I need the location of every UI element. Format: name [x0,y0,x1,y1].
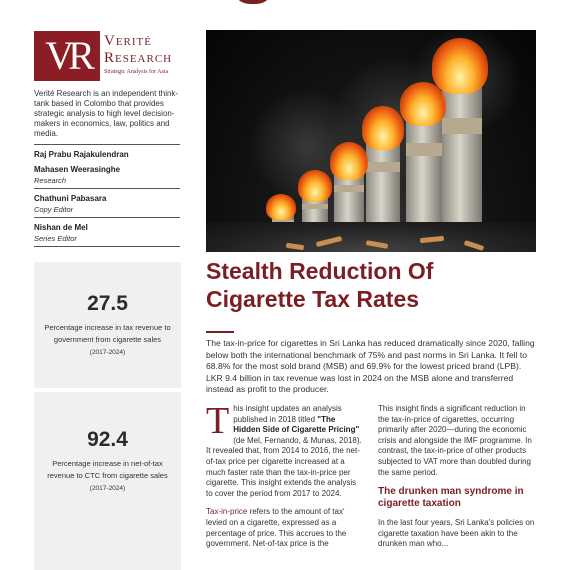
stat-value: 27.5 [87,292,128,315]
article-column-2 [378,404,536,558]
stat-period: (2017-2024) [89,349,126,356]
article-column-1 [206,400,364,558]
stat-label: Percentage increase in net-of-tax revenue to CTC from cigarette sales [47,459,168,480]
paragraph: Tax-in-price refers to the amount of tax' levied on a cigarette, expressed as a percentage of price. This accrues to the government. Net-of-tax price is the [206,507,347,549]
divider [206,331,234,333]
paragraph: This insight finds a significant reduction in the tax-in-price of cigarettes, occurring primarily after 2020—during the economic crisis and alongside the IMF programme. In contrast, the tax-in-price of other products subjected to VAT more than doubled during the same period. [378,404,532,477]
contributor: Chathuni Pabasara Copy Editor [34,189,180,218]
logo-name: Verité Research [104,33,173,66]
verite-research-logo [34,31,184,81]
hero-image-burning-cigarettes [206,30,536,252]
term-highlight: Tax-in-price [206,507,248,517]
stat-value: 92.4 [87,428,128,451]
contributor: Raj Prabu Rajakulendran [34,150,129,159]
stat-label: Percentage increase in tax revenue to government from cigarette sales [44,323,171,344]
contributor: Nishan de Mel Series Editor [34,218,180,247]
article-title: Stealth Reduction Of Cigarette Tax Rates [206,258,434,312]
drop-cap: T [206,400,230,442]
paragraph: This insight updates an analysis published in 2018 titled "The Hidden Side of Cigarette Pricing" (de Mel, Fernando, & Munas, 2018). It revealed that, from 2014 to 2016, the net-of-tax price per cigarette increased at a much faster rate than the tax-in-price per cigarette. This insight extends the analysis to cover the period from 2017 to 2024. [206,400,362,498]
top-decorative-arc [232,0,274,4]
stat-box-net-of-tax-revenue [34,392,181,570]
paragraph: In the last four years, Sri Lanka's policies on cigarette taxation have been akin to the drunken man who... [378,518,535,549]
org-about-text: Verité Research is an independent think-tank based in Colombo that provides strategic analysis to high level decision-makers in economics, law, politics and media. [34,89,179,138]
section-heading: The drunken man syndrome in cigarette taxation [378,486,524,510]
stat-box-tax-revenue [34,262,181,388]
logo-tagline: Strategic Analysis for Asia [104,69,169,75]
stat-period: (2017-2024) [89,485,126,492]
logo-mark: VR [34,31,100,81]
contributors-list [34,144,180,247]
article-lead: The tax-in-price for cigarettes in Sri Lanka has reduced dramatically since 2020, falling below both the international benchmark of 75% and past norms in Sri Lanka. It fell to 68.8% for the most sold brand (MSB) and 69.9% for the lowest priced brand (LPB). LKR 9.4 billion in tax revenue was lost in 2024 on the MSB alone and transferred instead as profit to the producer. [206,338,535,394]
cited-report-link[interactable]: "The Hidden Side of Cigarette Pricing" [233,414,360,435]
contributor: Mahasen Weerasinghe Research [34,160,180,189]
